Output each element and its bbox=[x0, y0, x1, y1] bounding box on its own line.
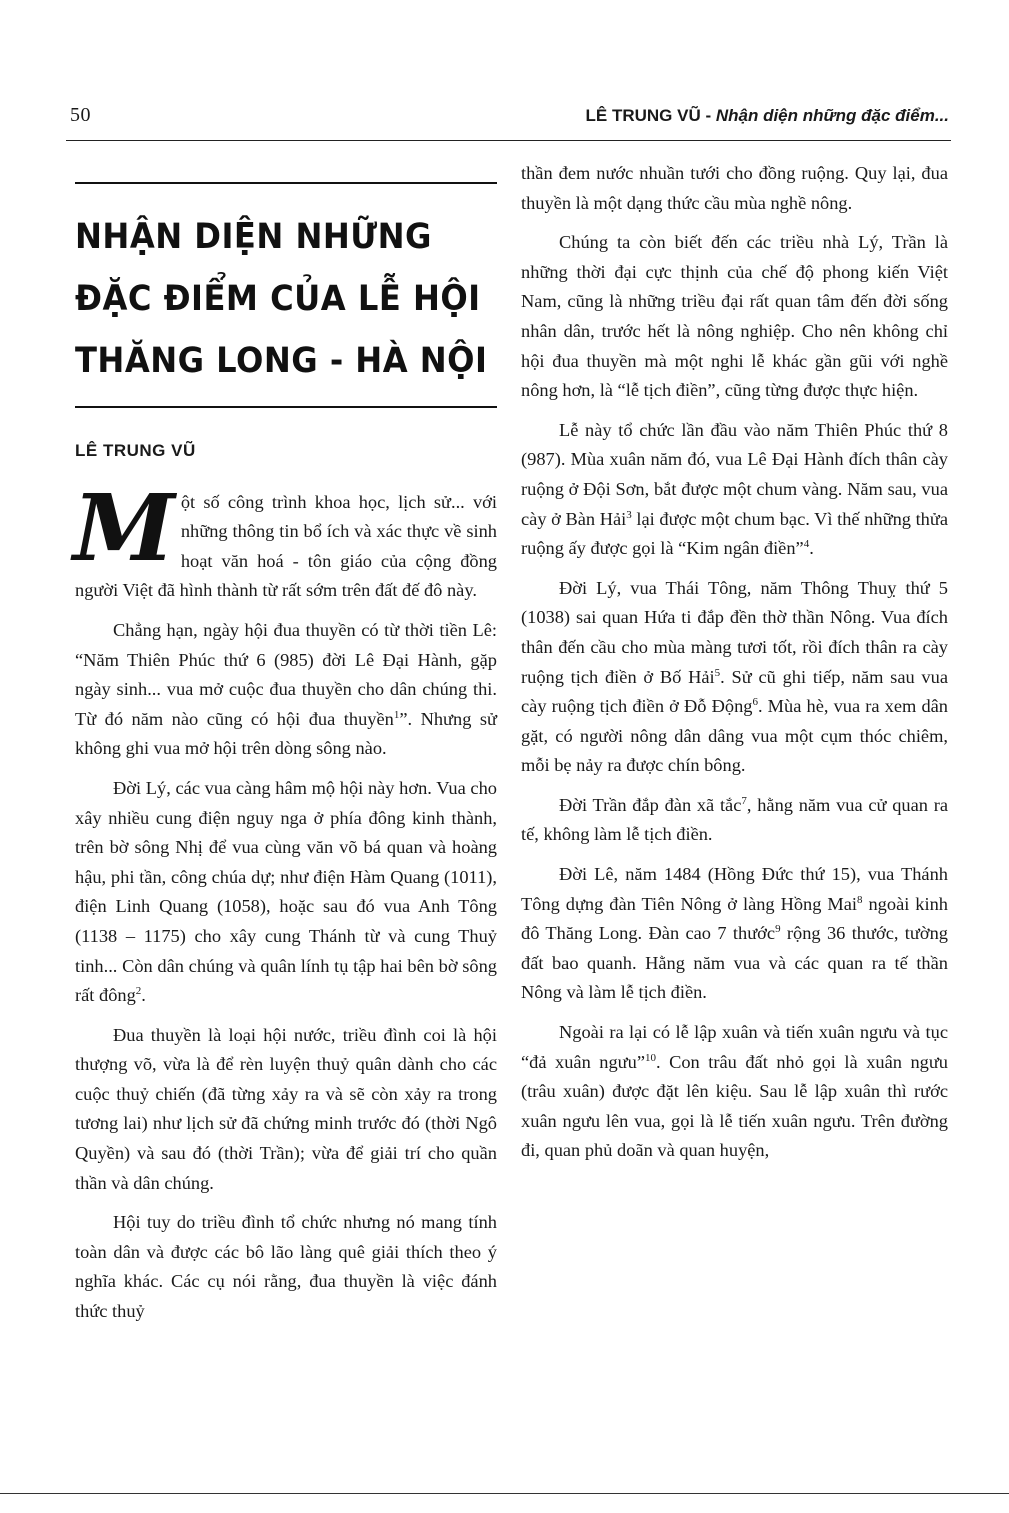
paragraph-text: , hằng năm vua cử quan ra tế, không làm lễ tịch điền. bbox=[521, 794, 948, 845]
paragraph-text: rộng 36 thước, tường đất bao quanh. Hằng năm vua và các quan ra tế thần Nông và làm lễ tịch điền. bbox=[521, 923, 948, 1003]
title-line-1: NHẬN DIỆN NHỮNG bbox=[75, 217, 432, 257]
footnote-marker: 6 bbox=[752, 695, 758, 708]
bottom-rule bbox=[0, 1493, 1009, 1494]
paragraph-text: Đời Lý, vua Thái Tông, năm Thông Thuỵ thứ 5 (1038) sai quan Hứa ti đắp đền thờ thần Nông. Vua đích thân đến cầu cho mùa màng tươi tốt, rồi đích thân ra cày ruộng tịch điền ở Bố Hải bbox=[521, 577, 948, 687]
drop-cap: M bbox=[73, 473, 175, 582]
footnote-marker: 8 bbox=[857, 893, 863, 906]
footnote-marker: 1 bbox=[393, 708, 400, 721]
author-byline: LÊ TRUNG VŨ bbox=[75, 441, 196, 460]
paragraph-text: Đời Lý, các vua càng hâm mộ hội này hơn. Vua cho xây nhiều cung điện nguy nga ở phía đông kinh thành, trên bờ sông Nhị để vua cùng văn võ bá quan và hoàng hậu, phi tần, công chúa dự; như điện Hàm Quang (1011), điện Linh Quang (1058), hoặc sau đó vua Anh Tông (1138 – 1175) cho xây cung Thánh từ và cung Thuỷ tinh... Còn dân chúng và quân lính tụ tập hai bên bờ sông rất đông bbox=[75, 777, 497, 1006]
paragraph-text: . Mùa hè, vua ra xem dân gặt, có người nông dân dâng vua một cụm thóc chiêm, mỗi bẹ nảy ra được chín bông. bbox=[521, 696, 949, 776]
paragraph-text: Ngoài ra lại có lễ lập xuân và tiến xuân ngưu và tục “đả xuân ngưu” bbox=[521, 1022, 948, 1072]
title-line-2: ĐẶC ĐIỂM CỦA LỄ HỘI bbox=[75, 279, 481, 319]
paragraph bbox=[73, 473, 497, 606]
paragraph-text: Lễ này tổ chức lần đầu vào năm Thiên Phúc thứ 8 (987). Mùa xuân năm đó, vua Lê Đại Hành đích thân cày ruộng ở Đội Sơn, bắt được một chum vàng. Năm sau, vua cày ở Bàn Hải bbox=[521, 419, 948, 529]
paragraph bbox=[75, 1208, 497, 1326]
paragraph bbox=[521, 228, 948, 406]
paragraph-text: Đua thuyền là loại hội nước, triều đình coi là hội thượng võ, vừa là để rèn luyện thuỷ quân dành cho các cuộc thuỷ chiến (đã từng xảy ra và sẽ còn xảy ra trong tương lai) như lịch sử đã chứng minh trước đó (thời Ngô Quyền) và sau đó (thời Trần); vừa để giải trí cho quần thần và dân chúng. bbox=[75, 1024, 497, 1193]
paragraph bbox=[75, 616, 497, 764]
paragraph-text: Hội tuy do triều đình tổ chức nhưng nó mang tính toàn dân và được các bô lão làng quê giải thích theo ý nghĩa khác. Các cụ nói rằng, đua thuyền là việc đánh thức thuỷ bbox=[75, 1212, 497, 1322]
paragraph-text: . Con trâu đất nhỏ gọi là xuân ngưu (trâu xuân) được đặt lên kiệu. Sau lễ lập xuân thì rước xuân ngưu lên vua, gọi là lễ tiến xuân ngưu. Trên đường đi, quan phủ doãn và quan huyện, bbox=[521, 1051, 948, 1161]
left-column bbox=[75, 154, 497, 1337]
paragraph bbox=[75, 774, 497, 1011]
footnote-marker: 4 bbox=[803, 538, 810, 550]
footnote-marker: 3 bbox=[626, 508, 632, 521]
running-header-author: LÊ TRUNG VŨ - bbox=[585, 106, 716, 125]
paragraph-text: . bbox=[141, 985, 146, 1006]
paragraph bbox=[75, 1021, 497, 1199]
paragraph-text: Đời Lê, năm 1484 (Hồng Đức thứ 15), vua Thánh Tông dựng đàn Tiên Nông ở làng Hồng Mai bbox=[521, 864, 948, 914]
paragraph-text: thần đem nước nhuần tưới cho đồng ruộng. Quy lại, đua thuyền là một dạng thức cầu mùa nghề nông. bbox=[521, 163, 948, 213]
paragraph bbox=[521, 159, 948, 218]
paragraph bbox=[521, 860, 948, 1008]
title-block bbox=[75, 182, 497, 408]
paragraph-text: ”. Nhưng sử không ghi vua mở hội trên dòng sông nào. bbox=[75, 708, 497, 759]
paragraph bbox=[521, 416, 948, 564]
paragraph-text: lại được một chum bạc. Vì thế những thửa ruộng ấy được gọi là “Kim ngân điền” bbox=[521, 508, 949, 559]
paragraph bbox=[521, 574, 948, 781]
footnote-marker: 5 bbox=[714, 666, 721, 679]
footnote-marker: 7 bbox=[741, 794, 747, 807]
paragraph-text: . Sử cũ ghi tiếp, năm sau vua cày ruộng tịch điền ở Đỗ Động bbox=[521, 666, 948, 717]
paragraph-text: . bbox=[809, 538, 814, 559]
paragraph-text: ột số công trình khoa học, lịch sử... với những thông tin bổ ích và xác thực về sinh hoạt văn hoá - tôn giáo của cộng đồng người Việt đã hình thành từ rất sớm trên đất đế đô này. bbox=[75, 491, 497, 601]
article-title bbox=[75, 206, 498, 392]
paragraph-text: Chúng ta còn biết đến các triều nhà Lý, Trần là những thời đại cực thịnh của chế độ phong kiến Việt Nam, cũng là những triều đại rất quan tâm đến đời sống nhân dân, trước hết là nông nghiệp. Cho nên không chỉ hội đua thuyền mà một nghi lễ khác gần gũi với nghề nông hơn, là “lễ tịch điền”, cũng từng được thực hiện. bbox=[521, 232, 948, 401]
paragraph-text: Đời Trần đắp đàn xã tắc bbox=[559, 794, 742, 815]
paragraph-text: Chẳng hạn, ngày hội đua thuyền có từ thời tiền Lê: “Năm Thiên Phúc thứ 6 (985) đời Lê Đại Hành, gặp ngày sinh... vua mở cuộc đua thuyền cho dân chúng thi. Từ đó năm nào cũng có hội đua thuyền bbox=[75, 619, 497, 729]
paragraph bbox=[521, 1018, 948, 1166]
page-number: 50 bbox=[70, 104, 91, 126]
paragraph-text: ngoài kinh đô Thăng Long. Đàn cao 7 thước bbox=[521, 893, 948, 944]
running-header-title: Nhận diện những đặc điểm... bbox=[715, 106, 949, 125]
running-header bbox=[586, 106, 950, 126]
footnote-marker: 9 bbox=[775, 923, 781, 936]
header-rule bbox=[66, 140, 951, 141]
footnote-marker: 10 bbox=[645, 1051, 656, 1064]
footnote-marker: 2 bbox=[135, 984, 142, 997]
paragraph bbox=[521, 791, 948, 850]
title-line-3: THĂNG LONG - HÀ NỘI bbox=[75, 341, 488, 381]
right-column bbox=[521, 159, 948, 1176]
